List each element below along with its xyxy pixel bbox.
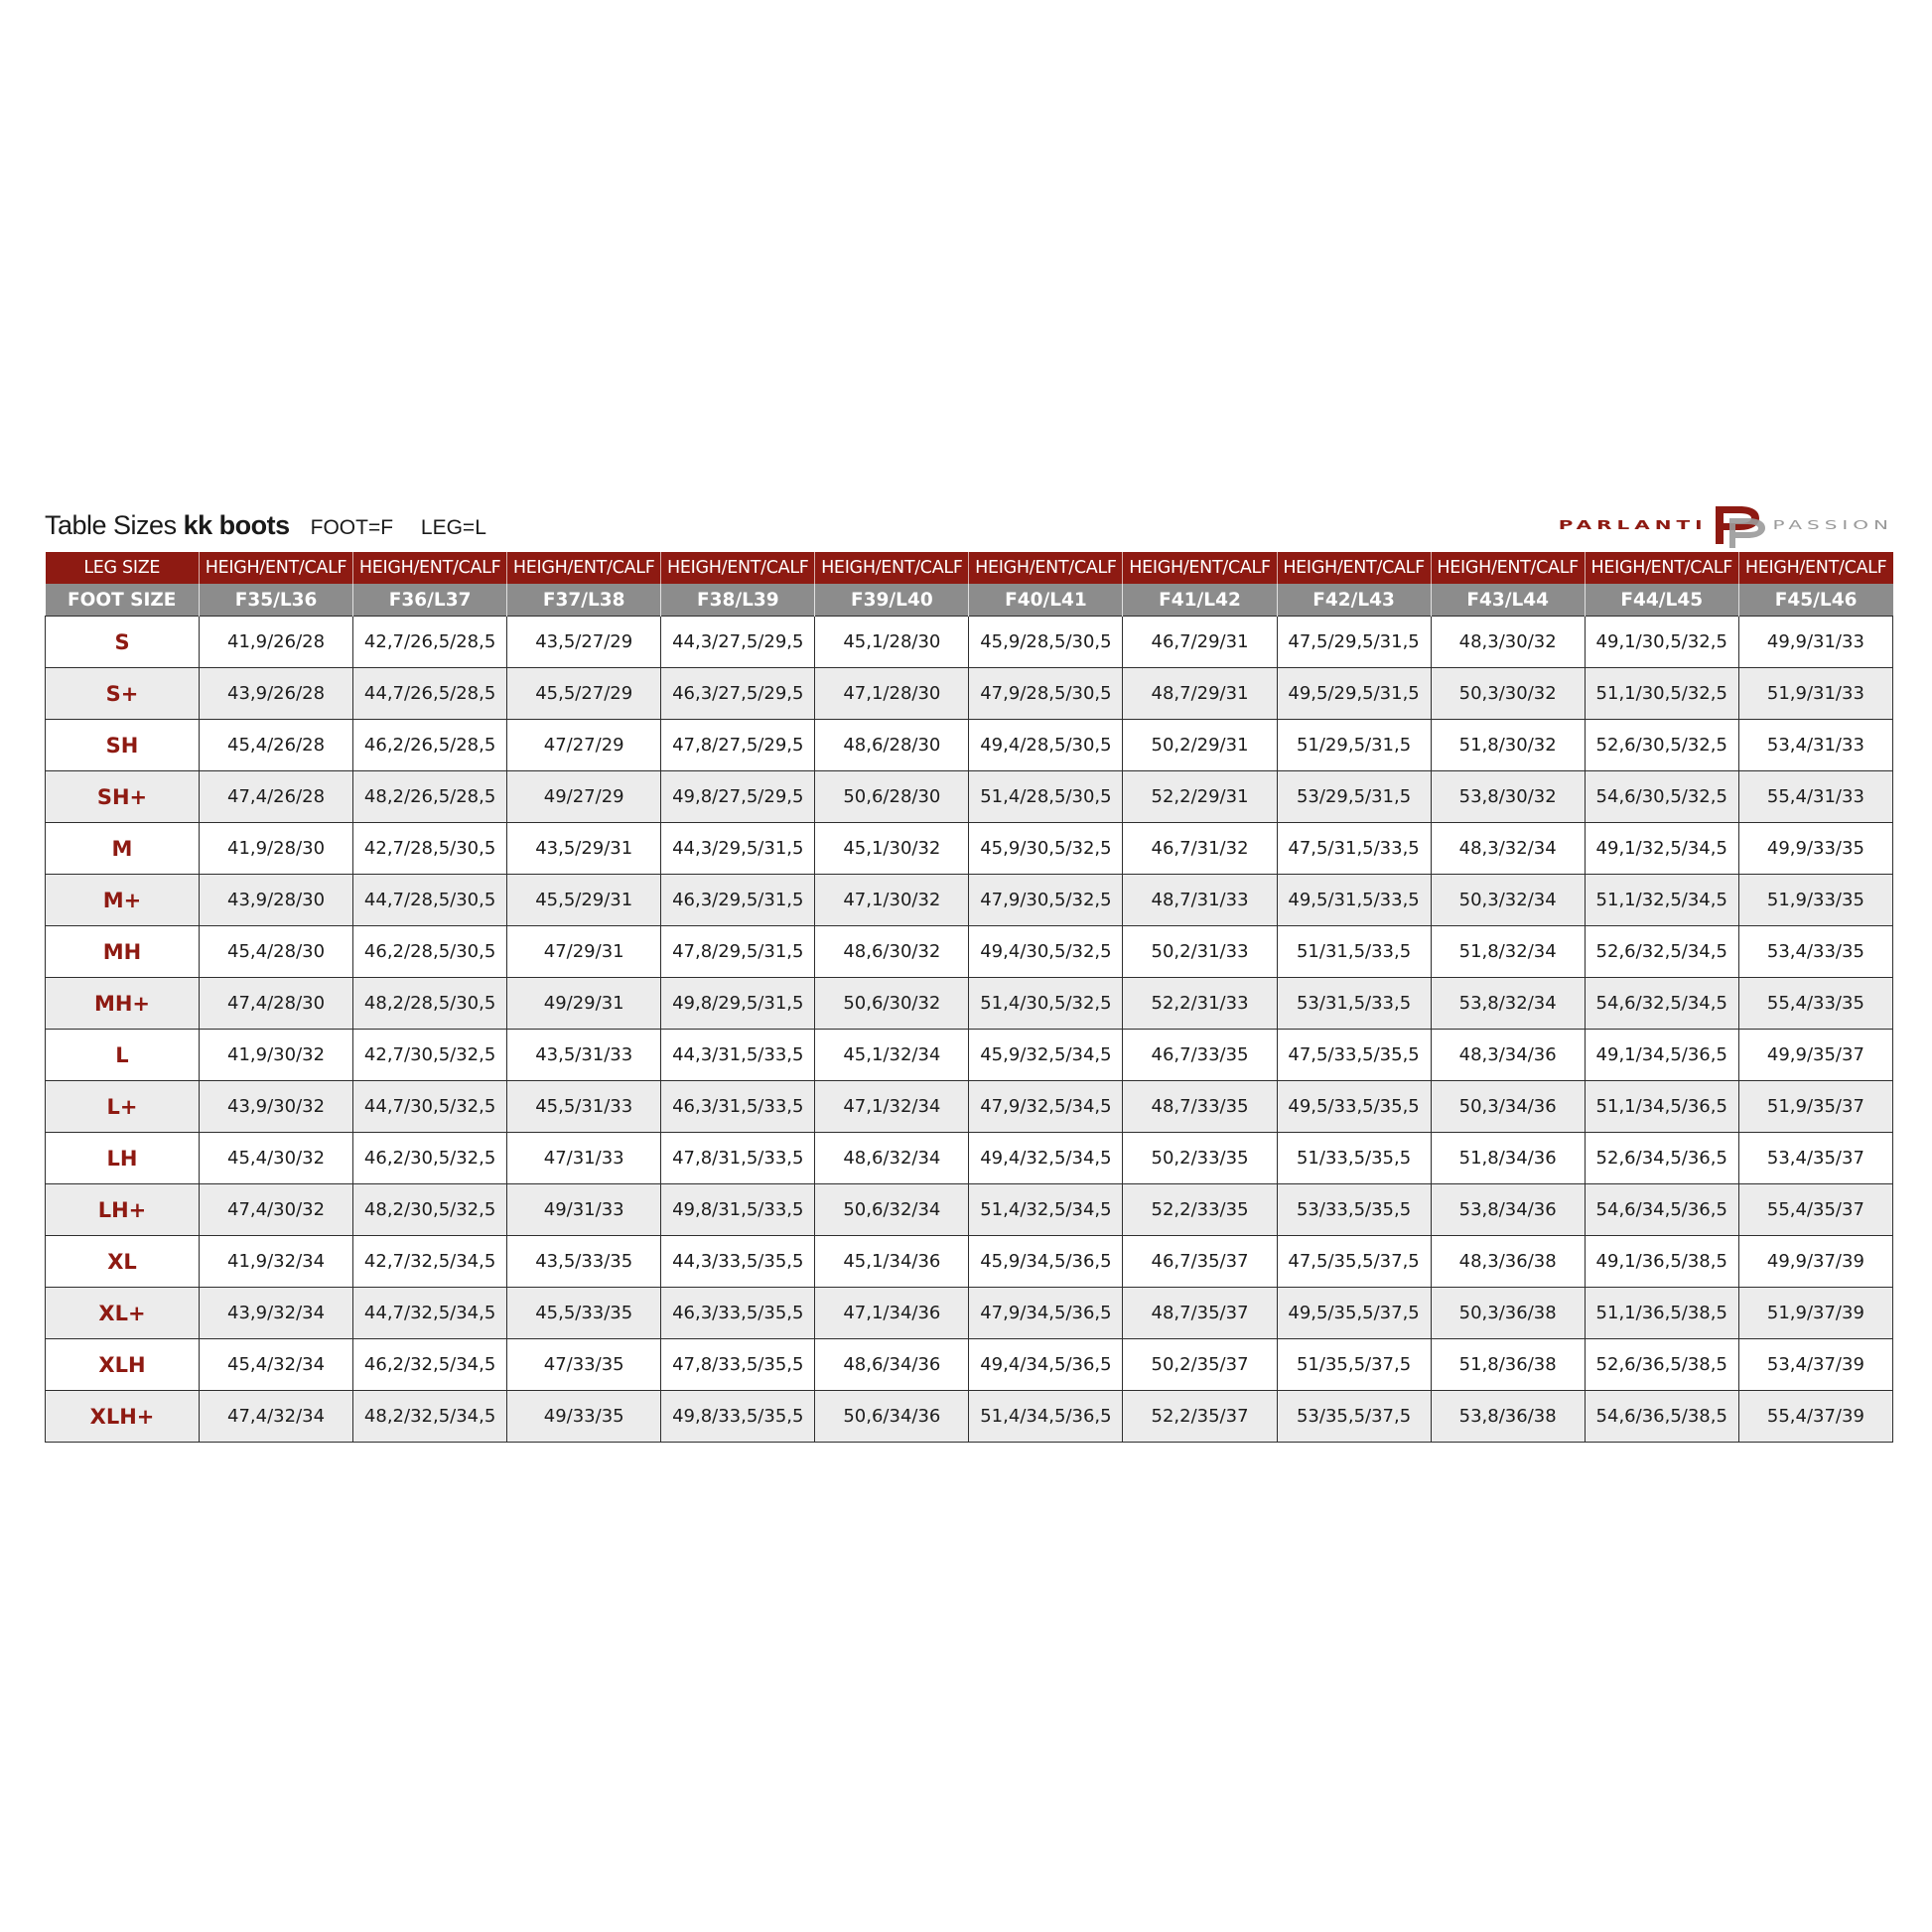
measurement-cell: 48,7/29/31 bbox=[1123, 668, 1277, 720]
measurement-cell: 51,4/28,5/30,5 bbox=[969, 771, 1123, 823]
leg-header-cell: HEIGH/ENT/CALF bbox=[815, 552, 969, 584]
table-row bbox=[46, 978, 1893, 1030]
leg-header-cell: HEIGH/ENT/CALF bbox=[1123, 552, 1277, 584]
size-label-cell: MH+ bbox=[46, 978, 200, 1030]
measurement-cell: 49,8/31,5/33,5 bbox=[661, 1184, 815, 1236]
size-label-cell: S bbox=[46, 617, 200, 668]
measurement-cell: 47,4/26/28 bbox=[200, 771, 353, 823]
foot-size-header-cell: F39/L40 bbox=[815, 584, 969, 617]
table-row bbox=[46, 823, 1893, 875]
measurement-cell: 51/31,5/33,5 bbox=[1277, 926, 1431, 978]
measurement-cell: 41,9/28/30 bbox=[200, 823, 353, 875]
measurement-cell: 45,1/30/32 bbox=[815, 823, 969, 875]
measurement-cell: 47,4/28/30 bbox=[200, 978, 353, 1030]
measurement-cell: 45,9/34,5/36,5 bbox=[969, 1236, 1123, 1288]
size-label-cell: XL bbox=[46, 1236, 200, 1288]
size-label-cell: LH bbox=[46, 1133, 200, 1184]
foot-size-header-cell: F36/L37 bbox=[353, 584, 507, 617]
measurement-cell: 44,7/26,5/28,5 bbox=[353, 668, 507, 720]
measurement-cell: 46,7/35/37 bbox=[1123, 1236, 1277, 1288]
leg-size-header-row bbox=[46, 552, 1893, 584]
foot-size-header-cell: F40/L41 bbox=[969, 584, 1123, 617]
measurement-cell: 48,7/31/33 bbox=[1123, 875, 1277, 926]
measurement-cell: 51,1/34,5/36,5 bbox=[1585, 1081, 1738, 1133]
measurement-cell: 47,4/32/34 bbox=[200, 1391, 353, 1443]
measurement-cell: 49,4/34,5/36,5 bbox=[969, 1339, 1123, 1391]
measurement-cell: 48,6/34/36 bbox=[815, 1339, 969, 1391]
size-label-cell: XLH+ bbox=[46, 1391, 200, 1443]
foot-size-header-cell: F42/L43 bbox=[1277, 584, 1431, 617]
measurement-cell: 42,7/26,5/28,5 bbox=[353, 617, 507, 668]
measurement-cell: 43,9/30/32 bbox=[200, 1081, 353, 1133]
measurement-cell: 47,5/29,5/31,5 bbox=[1277, 617, 1431, 668]
measurement-cell: 49,9/37/39 bbox=[1738, 1236, 1892, 1288]
measurement-cell: 45,5/33/35 bbox=[507, 1288, 661, 1339]
foot-size-label: FOOT SIZE bbox=[46, 584, 200, 617]
measurement-cell: 51,9/33/35 bbox=[1738, 875, 1892, 926]
measurement-cell: 48,6/30/32 bbox=[815, 926, 969, 978]
measurement-cell: 54,6/32,5/34,5 bbox=[1585, 978, 1738, 1030]
table-row bbox=[46, 875, 1893, 926]
measurement-cell: 46,7/29/31 bbox=[1123, 617, 1277, 668]
measurement-cell: 50,6/34/36 bbox=[815, 1391, 969, 1443]
foot-size-header-cell: F43/L44 bbox=[1431, 584, 1585, 617]
measurement-cell: 55,4/37/39 bbox=[1738, 1391, 1892, 1443]
table-row bbox=[46, 1184, 1893, 1236]
measurement-cell: 53/29,5/31,5 bbox=[1277, 771, 1431, 823]
measurement-cell: 49,4/30,5/32,5 bbox=[969, 926, 1123, 978]
measurement-cell: 49,5/31,5/33,5 bbox=[1277, 875, 1431, 926]
measurement-cell: 45,9/32,5/34,5 bbox=[969, 1030, 1123, 1081]
measurement-cell: 53,4/33/35 bbox=[1738, 926, 1892, 978]
measurement-cell: 53,4/37/39 bbox=[1738, 1339, 1892, 1391]
measurement-cell: 52,6/34,5/36,5 bbox=[1585, 1133, 1738, 1184]
measurement-cell: 44,3/31,5/33,5 bbox=[661, 1030, 815, 1081]
title-product: kk boots bbox=[183, 510, 290, 540]
measurement-cell: 48,3/36/38 bbox=[1431, 1236, 1585, 1288]
measurement-cell: 50,6/32/34 bbox=[815, 1184, 969, 1236]
measurement-cell: 49,4/32,5/34,5 bbox=[969, 1133, 1123, 1184]
table-row bbox=[46, 1288, 1893, 1339]
measurement-cell: 51,4/30,5/32,5 bbox=[969, 978, 1123, 1030]
leg-header-cell: HEIGH/ENT/CALF bbox=[969, 552, 1123, 584]
table-row bbox=[46, 1339, 1893, 1391]
measurement-cell: 47,5/31,5/33,5 bbox=[1277, 823, 1431, 875]
measurement-cell: 48,2/30,5/32,5 bbox=[353, 1184, 507, 1236]
measurement-cell: 53/31,5/33,5 bbox=[1277, 978, 1431, 1030]
measurement-cell: 46,3/29,5/31,5 bbox=[661, 875, 815, 926]
measurement-cell: 52,2/29/31 bbox=[1123, 771, 1277, 823]
measurement-cell: 43,9/28/30 bbox=[200, 875, 353, 926]
measurement-cell: 51,4/34,5/36,5 bbox=[969, 1391, 1123, 1443]
foot-size-header-row bbox=[46, 584, 1893, 617]
size-label-cell: SH+ bbox=[46, 771, 200, 823]
size-table-body bbox=[46, 617, 1893, 1443]
measurement-cell: 54,6/36,5/38,5 bbox=[1585, 1391, 1738, 1443]
title-prefix: Table Sizes bbox=[45, 510, 177, 540]
measurement-cell: 51,9/37/39 bbox=[1738, 1288, 1892, 1339]
measurement-cell: 54,6/30,5/32,5 bbox=[1585, 771, 1738, 823]
measurement-cell: 46,2/30,5/32,5 bbox=[353, 1133, 507, 1184]
measurement-cell: 49,5/29,5/31,5 bbox=[1277, 668, 1431, 720]
measurement-cell: 47,5/35,5/37,5 bbox=[1277, 1236, 1431, 1288]
measurement-cell: 48,7/33/35 bbox=[1123, 1081, 1277, 1133]
abbreviation-legend bbox=[311, 516, 508, 539]
measurement-cell: 44,7/28,5/30,5 bbox=[353, 875, 507, 926]
measurement-cell: 50,2/35/37 bbox=[1123, 1339, 1277, 1391]
measurement-cell: 50,6/28/30 bbox=[815, 771, 969, 823]
measurement-cell: 46,3/27,5/29,5 bbox=[661, 668, 815, 720]
measurement-cell: 49,1/34,5/36,5 bbox=[1585, 1030, 1738, 1081]
measurement-cell: 53/33,5/35,5 bbox=[1277, 1184, 1431, 1236]
measurement-cell: 44,7/30,5/32,5 bbox=[353, 1081, 507, 1133]
foot-size-header-cell: F37/L38 bbox=[507, 584, 661, 617]
measurement-cell: 47,4/30/32 bbox=[200, 1184, 353, 1236]
measurement-cell: 47,8/33,5/35,5 bbox=[661, 1339, 815, 1391]
measurement-cell: 45,9/30,5/32,5 bbox=[969, 823, 1123, 875]
measurement-cell: 52,6/30,5/32,5 bbox=[1585, 720, 1738, 771]
measurement-cell: 51,1/32,5/34,5 bbox=[1585, 875, 1738, 926]
measurement-cell: 49/31/33 bbox=[507, 1184, 661, 1236]
measurement-cell: 45,1/28/30 bbox=[815, 617, 969, 668]
measurement-cell: 44,3/27,5/29,5 bbox=[661, 617, 815, 668]
measurement-cell: 50,6/30/32 bbox=[815, 978, 969, 1030]
measurement-cell: 51,1/36,5/38,5 bbox=[1585, 1288, 1738, 1339]
measurement-cell: 45,9/28,5/30,5 bbox=[969, 617, 1123, 668]
measurement-cell: 55,4/33/35 bbox=[1738, 978, 1892, 1030]
measurement-cell: 49,1/36,5/38,5 bbox=[1585, 1236, 1738, 1288]
measurement-cell: 49,9/31/33 bbox=[1738, 617, 1892, 668]
measurement-cell: 48,7/35/37 bbox=[1123, 1288, 1277, 1339]
table-row bbox=[46, 771, 1893, 823]
leg-header-cell: HEIGH/ENT/CALF bbox=[1738, 552, 1892, 584]
measurement-cell: 52,2/31/33 bbox=[1123, 978, 1277, 1030]
measurement-cell: 48,3/34/36 bbox=[1431, 1030, 1585, 1081]
measurement-cell: 49,1/32,5/34,5 bbox=[1585, 823, 1738, 875]
measurement-cell: 49,4/28,5/30,5 bbox=[969, 720, 1123, 771]
measurement-cell: 49,5/33,5/35,5 bbox=[1277, 1081, 1431, 1133]
leg-header-cell: HEIGH/ENT/CALF bbox=[507, 552, 661, 584]
measurement-cell: 42,7/28,5/30,5 bbox=[353, 823, 507, 875]
measurement-cell: 46,3/31,5/33,5 bbox=[661, 1081, 815, 1133]
measurement-cell: 54,6/34,5/36,5 bbox=[1585, 1184, 1738, 1236]
size-label-cell: LH+ bbox=[46, 1184, 200, 1236]
measurement-cell: 48,3/32/34 bbox=[1431, 823, 1585, 875]
measurement-cell: 41,9/32/34 bbox=[200, 1236, 353, 1288]
table-row bbox=[46, 926, 1893, 978]
measurement-cell: 47,1/34/36 bbox=[815, 1288, 969, 1339]
measurement-cell: 41,9/30/32 bbox=[200, 1030, 353, 1081]
foot-size-header-cell: F41/L42 bbox=[1123, 584, 1277, 617]
measurement-cell: 44,3/33,5/35,5 bbox=[661, 1236, 815, 1288]
measurement-cell: 43,9/26/28 bbox=[200, 668, 353, 720]
table-row bbox=[46, 720, 1893, 771]
measurement-cell: 53,8/36/38 bbox=[1431, 1391, 1585, 1443]
measurement-cell: 46,2/28,5/30,5 bbox=[353, 926, 507, 978]
table-row bbox=[46, 668, 1893, 720]
table-row bbox=[46, 1236, 1893, 1288]
foot-size-header-cell: F38/L39 bbox=[661, 584, 815, 617]
measurement-cell: 49,9/35/37 bbox=[1738, 1030, 1892, 1081]
measurement-cell: 52,6/36,5/38,5 bbox=[1585, 1339, 1738, 1391]
measurement-cell: 44,3/29,5/31,5 bbox=[661, 823, 815, 875]
leg-size-label: LEG SIZE bbox=[46, 552, 200, 584]
measurement-cell: 49,9/33/35 bbox=[1738, 823, 1892, 875]
measurement-cell: 51,1/30,5/32,5 bbox=[1585, 668, 1738, 720]
leg-header-cell: HEIGH/ENT/CALF bbox=[1585, 552, 1738, 584]
measurement-cell: 45,1/34/36 bbox=[815, 1236, 969, 1288]
measurement-cell: 53,8/32/34 bbox=[1431, 978, 1585, 1030]
leg-header-cell: HEIGH/ENT/CALF bbox=[1431, 552, 1585, 584]
size-label-cell: M bbox=[46, 823, 200, 875]
pp-monogram-icon bbox=[1710, 500, 1771, 550]
measurement-cell: 46,2/26,5/28,5 bbox=[353, 720, 507, 771]
measurement-cell: 43,9/32/34 bbox=[200, 1288, 353, 1339]
measurement-cell: 43,5/33/35 bbox=[507, 1236, 661, 1288]
measurement-cell: 49,8/27,5/29,5 bbox=[661, 771, 815, 823]
measurement-cell: 45,4/30/32 bbox=[200, 1133, 353, 1184]
size-label-cell: L bbox=[46, 1030, 200, 1081]
leg-header-cell: HEIGH/ENT/CALF bbox=[200, 552, 353, 584]
measurement-cell: 44,7/32,5/34,5 bbox=[353, 1288, 507, 1339]
measurement-cell: 45,5/27/29 bbox=[507, 668, 661, 720]
measurement-cell: 50,3/34/36 bbox=[1431, 1081, 1585, 1133]
table-row bbox=[46, 1081, 1893, 1133]
size-label-cell: MH bbox=[46, 926, 200, 978]
measurement-cell: 51,8/30/32 bbox=[1431, 720, 1585, 771]
foot-size-header-cell: F35/L36 bbox=[200, 584, 353, 617]
measurement-cell: 47,9/34,5/36,5 bbox=[969, 1288, 1123, 1339]
measurement-cell: 43,5/31/33 bbox=[507, 1030, 661, 1081]
leg-header-cell: HEIGH/ENT/CALF bbox=[661, 552, 815, 584]
measurement-cell: 48,2/28,5/30,5 bbox=[353, 978, 507, 1030]
brand-name-left: PARLANTI bbox=[1558, 517, 1708, 533]
measurement-cell: 47,8/29,5/31,5 bbox=[661, 926, 815, 978]
measurement-cell: 55,4/31/33 bbox=[1738, 771, 1892, 823]
measurement-cell: 47/27/29 bbox=[507, 720, 661, 771]
measurement-cell: 49,5/35,5/37,5 bbox=[1277, 1288, 1431, 1339]
measurement-cell: 47/33/35 bbox=[507, 1339, 661, 1391]
measurement-cell: 46,7/31/32 bbox=[1123, 823, 1277, 875]
measurement-cell: 47,1/32/34 bbox=[815, 1081, 969, 1133]
measurement-cell: 47,8/31,5/33,5 bbox=[661, 1133, 815, 1184]
measurement-cell: 43,5/29/31 bbox=[507, 823, 661, 875]
measurement-cell: 51/33,5/35,5 bbox=[1277, 1133, 1431, 1184]
size-table bbox=[45, 552, 1893, 1443]
size-label-cell: XL+ bbox=[46, 1288, 200, 1339]
measurement-cell: 52,2/35/37 bbox=[1123, 1391, 1277, 1443]
measurement-cell: 47,9/32,5/34,5 bbox=[969, 1081, 1123, 1133]
measurement-cell: 48,3/30/32 bbox=[1431, 617, 1585, 668]
measurement-cell: 53,8/34/36 bbox=[1431, 1184, 1585, 1236]
measurement-cell: 50,2/29/31 bbox=[1123, 720, 1277, 771]
measurement-cell: 46,7/33/35 bbox=[1123, 1030, 1277, 1081]
size-label-cell: L+ bbox=[46, 1081, 200, 1133]
measurement-cell: 47,1/28/30 bbox=[815, 668, 969, 720]
brand-name-right: PASSION bbox=[1772, 517, 1893, 533]
measurement-cell: 49/29/31 bbox=[507, 978, 661, 1030]
measurement-cell: 48,2/26,5/28,5 bbox=[353, 771, 507, 823]
measurement-cell: 47,9/30,5/32,5 bbox=[969, 875, 1123, 926]
foot-size-header-cell: F44/L45 bbox=[1585, 584, 1738, 617]
measurement-cell: 45,5/31/33 bbox=[507, 1081, 661, 1133]
measurement-cell: 49/33/35 bbox=[507, 1391, 661, 1443]
measurement-cell: 49,1/30,5/32,5 bbox=[1585, 617, 1738, 668]
measurement-cell: 47,8/27,5/29,5 bbox=[661, 720, 815, 771]
measurement-cell: 47,1/30/32 bbox=[815, 875, 969, 926]
measurement-cell: 50,3/36/38 bbox=[1431, 1288, 1585, 1339]
leg-header-cell: HEIGH/ENT/CALF bbox=[1277, 552, 1431, 584]
legend-leg: LEG=L bbox=[420, 516, 486, 539]
measurement-cell: 51,8/36/38 bbox=[1431, 1339, 1585, 1391]
measurement-cell: 51,9/35/37 bbox=[1738, 1081, 1892, 1133]
measurement-cell: 49/27/29 bbox=[507, 771, 661, 823]
size-label-cell: SH bbox=[46, 720, 200, 771]
size-label-cell: S+ bbox=[46, 668, 200, 720]
measurement-cell: 45,1/32/34 bbox=[815, 1030, 969, 1081]
measurement-cell: 45,5/29/31 bbox=[507, 875, 661, 926]
measurement-cell: 41,9/26/28 bbox=[200, 617, 353, 668]
measurement-cell: 47,9/28,5/30,5 bbox=[969, 668, 1123, 720]
table-row bbox=[46, 1133, 1893, 1184]
measurement-cell: 45,4/32/34 bbox=[200, 1339, 353, 1391]
measurement-cell: 51/35,5/37,5 bbox=[1277, 1339, 1431, 1391]
measurement-cell: 42,7/32,5/34,5 bbox=[353, 1236, 507, 1288]
table-row bbox=[46, 617, 1893, 668]
size-label-cell: M+ bbox=[46, 875, 200, 926]
brand-logo bbox=[1559, 500, 1893, 550]
measurement-cell: 51,8/32/34 bbox=[1431, 926, 1585, 978]
size-label-cell: XLH bbox=[46, 1339, 200, 1391]
measurement-cell: 51,9/31/33 bbox=[1738, 668, 1892, 720]
measurement-cell: 51,4/32,5/34,5 bbox=[969, 1184, 1123, 1236]
measurement-cell: 47/31/33 bbox=[507, 1133, 661, 1184]
measurement-cell: 52,2/33/35 bbox=[1123, 1184, 1277, 1236]
title-bar bbox=[45, 508, 1893, 548]
measurement-cell: 49,8/29,5/31,5 bbox=[661, 978, 815, 1030]
legend-foot: FOOT=F bbox=[310, 516, 394, 539]
measurement-cell: 47/29/31 bbox=[507, 926, 661, 978]
page-title bbox=[45, 510, 508, 541]
measurement-cell: 50,3/32/34 bbox=[1431, 875, 1585, 926]
measurement-cell: 48,6/32/34 bbox=[815, 1133, 969, 1184]
measurement-cell: 50,3/30/32 bbox=[1431, 668, 1585, 720]
measurement-cell: 51/29,5/31,5 bbox=[1277, 720, 1431, 771]
measurement-cell: 47,5/33,5/35,5 bbox=[1277, 1030, 1431, 1081]
measurement-cell: 48,2/32,5/34,5 bbox=[353, 1391, 507, 1443]
measurement-cell: 55,4/35/37 bbox=[1738, 1184, 1892, 1236]
measurement-cell: 52,6/32,5/34,5 bbox=[1585, 926, 1738, 978]
measurement-cell: 46,3/33,5/35,5 bbox=[661, 1288, 815, 1339]
measurement-cell: 42,7/30,5/32,5 bbox=[353, 1030, 507, 1081]
measurement-cell: 43,5/27/29 bbox=[507, 617, 661, 668]
measurement-cell: 45,4/28/30 bbox=[200, 926, 353, 978]
measurement-cell: 50,2/33/35 bbox=[1123, 1133, 1277, 1184]
measurement-cell: 50,2/31/33 bbox=[1123, 926, 1277, 978]
measurement-cell: 46,2/32,5/34,5 bbox=[353, 1339, 507, 1391]
measurement-cell: 53,8/30/32 bbox=[1431, 771, 1585, 823]
measurement-cell: 49,8/33,5/35,5 bbox=[661, 1391, 815, 1443]
measurement-cell: 45,4/26/28 bbox=[200, 720, 353, 771]
table-row bbox=[46, 1391, 1893, 1443]
measurement-cell: 48,6/28/30 bbox=[815, 720, 969, 771]
foot-size-header-cell: F45/L46 bbox=[1738, 584, 1892, 617]
measurement-cell: 53/35,5/37,5 bbox=[1277, 1391, 1431, 1443]
table-row bbox=[46, 1030, 1893, 1081]
measurement-cell: 53,4/31/33 bbox=[1738, 720, 1892, 771]
measurement-cell: 53,4/35/37 bbox=[1738, 1133, 1892, 1184]
measurement-cell: 51,8/34/36 bbox=[1431, 1133, 1585, 1184]
leg-header-cell: HEIGH/ENT/CALF bbox=[353, 552, 507, 584]
